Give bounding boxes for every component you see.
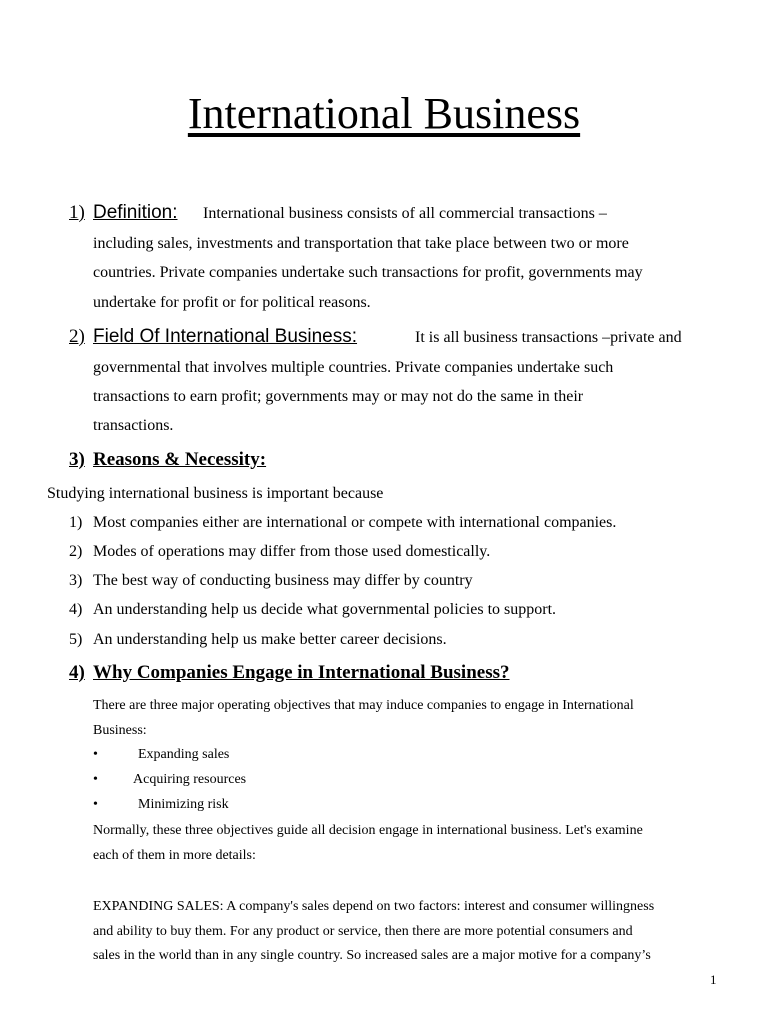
list-item: An understanding help us make better career decisions. bbox=[93, 631, 447, 648]
intro-text: Studying international business is important because bbox=[47, 485, 384, 502]
bullet-icon: • bbox=[93, 747, 98, 762]
list-item-number: 5) bbox=[69, 631, 83, 648]
bullet-item: Expanding sales bbox=[138, 747, 230, 762]
bullet-icon: • bbox=[93, 797, 98, 812]
list-item-number: 3) bbox=[69, 572, 83, 589]
page-number: 1 bbox=[710, 972, 717, 987]
section-number: 1) bbox=[69, 202, 85, 223]
paragraph-line: countries. Private companies undertake such transactions for profit, governments may bbox=[93, 264, 643, 281]
list-item-number: 2) bbox=[69, 543, 83, 560]
paragraph-line: sales in the world than in any single country. So increased sales are a major motive for a company’s bbox=[93, 948, 651, 963]
list-item-number: 4) bbox=[69, 601, 83, 618]
paragraph-line: undertake for profit or for political reasons. bbox=[93, 294, 371, 311]
paragraph-line: Normally, these three objectives guide all decision engage in international business. Let's examine bbox=[93, 823, 643, 838]
section-heading: Definition: bbox=[93, 202, 178, 223]
section-heading: Reasons & Necessity: bbox=[93, 449, 267, 470]
list-item: An understanding help us decide what governmental policies to support. bbox=[93, 601, 557, 618]
paragraph-line: and ability to buy them. For any product or service, then there are more potential consumers and bbox=[93, 924, 633, 939]
paragraph-line: including sales, investments and transportation that take place between two or more bbox=[93, 235, 629, 252]
list-item: Modes of operations may differ from those used domestically. bbox=[93, 543, 491, 560]
section-heading: Field Of International Business: bbox=[93, 326, 358, 347]
section-number: 4) bbox=[69, 662, 85, 683]
paragraph-line: governmental that involves multiple countries. Private companies undertake such bbox=[93, 359, 614, 376]
paragraph-line: transactions. bbox=[93, 417, 174, 434]
list-item: The best way of conducting business may differ by country bbox=[93, 572, 473, 589]
paragraph-line: transactions to earn profit; governments may or may not do the same in their bbox=[93, 388, 584, 405]
page-title: International Business bbox=[187, 89, 581, 138]
list-item: Most companies either are international or compete with international companies. bbox=[93, 514, 617, 531]
bullet-item: Minimizing risk bbox=[138, 797, 229, 812]
list-item-number: 1) bbox=[69, 514, 83, 531]
paragraph-line: There are three major operating objectives that may induce companies to engage in International bbox=[93, 698, 634, 713]
paragraph-line: It is all business transactions –private and bbox=[415, 329, 682, 346]
section-number: 2) bbox=[69, 326, 85, 347]
bullet-icon: • bbox=[93, 772, 98, 787]
section-heading: Why Companies Engage in International Business? bbox=[93, 662, 510, 683]
bullet-item: Acquiring resources bbox=[133, 772, 247, 787]
paragraph-line: International business consists of all commercial transactions – bbox=[203, 205, 607, 222]
paragraph-line: each of them in more details: bbox=[93, 848, 256, 863]
paragraph-line: Business: bbox=[93, 723, 147, 738]
paragraph-line: EXPANDING SALES: A company's sales depend on two factors: interest and consumer willingness bbox=[93, 899, 655, 914]
section-number: 3) bbox=[69, 449, 85, 470]
